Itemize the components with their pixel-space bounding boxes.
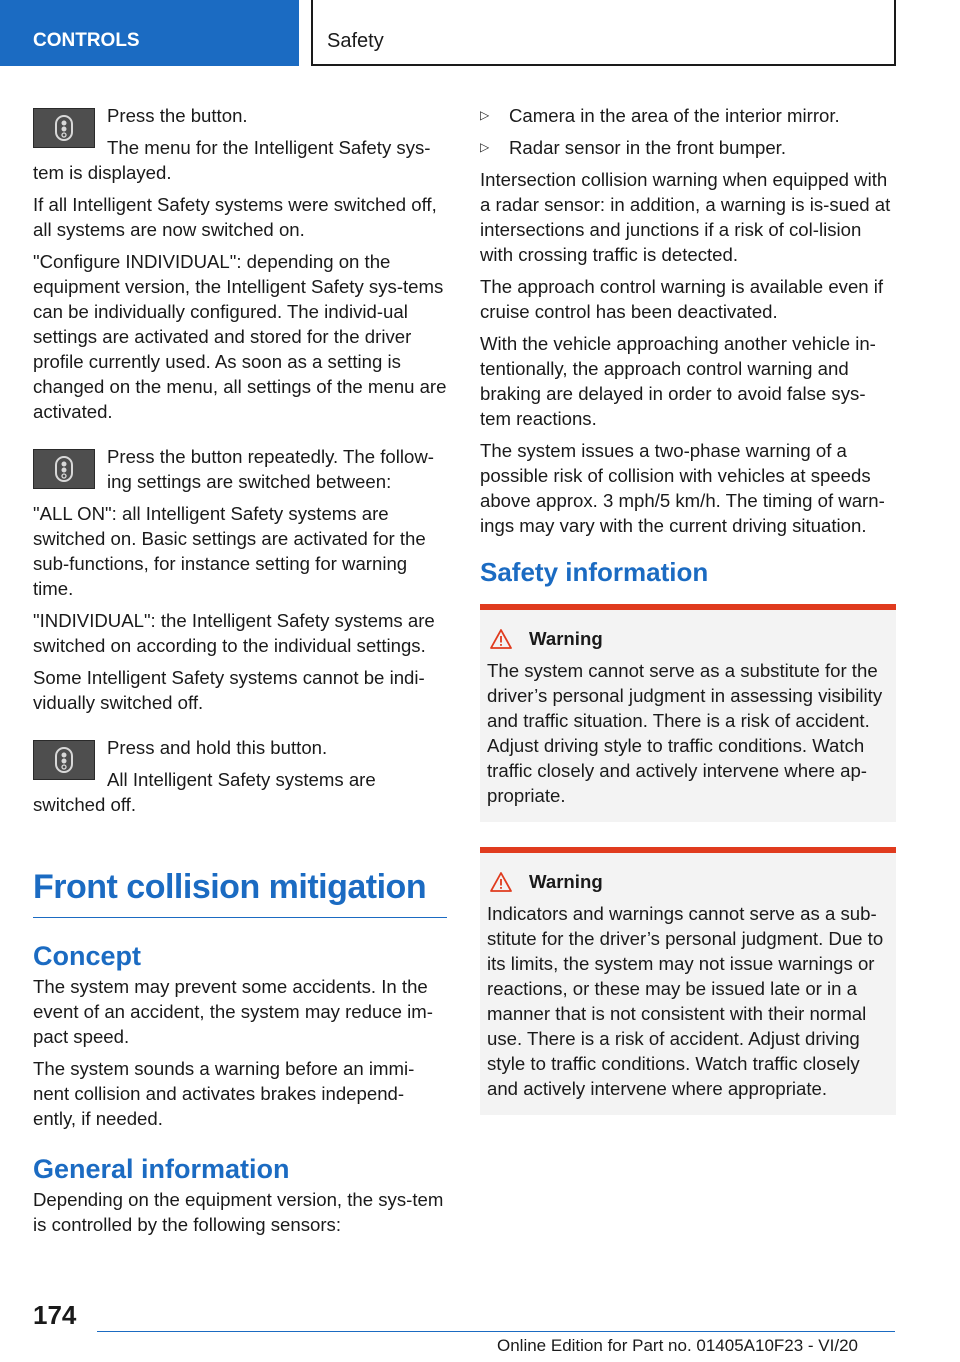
paragraph: "ALL ON": all Intelligent Safety systems are switched on. Basic settings are activated for the sub-functions, for instance setting for warning time. <box>33 503 426 599</box>
warning-header <box>490 626 889 651</box>
paragraph: With the vehicle approaching another vehicle in-tentionally, the approach control warning and braking are delayed in order to avoid false sys-tem reactions. <box>480 333 876 429</box>
text: All Intelligent Safety systems are <box>107 769 376 790</box>
paragraph: Intersection collision warning when equipped with a radar sensor: in addition, a warning is is-sued at intersections and junctions if a risk of col-lision with crossing traffic is detected. <box>480 169 891 265</box>
warning-title: Warning <box>529 628 603 649</box>
safety-information-heading: Safety information <box>480 557 709 587</box>
list-item-text: Camera in the area of the interior mirror. <box>509 105 840 126</box>
paragraph: Some Intelligent Safety systems cannot be indi-vidually switched off. <box>33 667 425 713</box>
text: The menu for the Intelligent Safety sys- <box>107 137 431 158</box>
paragraph: The approach control warning is available even if cruise control has been deactivated. <box>480 276 884 322</box>
button-instruction-2 <box>33 444 447 494</box>
triangle-bullet-icon: ▷ <box>480 140 490 154</box>
warning-text: Indicators and warnings cannot serve as a sub-stitute for the driver’s personal judgment. Due to its limits, the system may not issue warnings or reactions, or these may be issued late or in a manner that is not consistent with their normal use. There is a risk of accident. Adjust driving style to traffic conditions. Watch traffic closely and actively intervene where appropriate. <box>487 903 884 1099</box>
paragraph: The system sounds a warning before an immi-nent collision and activates brakes independ-ently, if needed. <box>33 1058 415 1129</box>
warning-box <box>480 604 896 822</box>
paragraph: "INDIVIDUAL": the Intelligent Safety systems are switched on according to the individual settings. <box>33 610 435 656</box>
list-item <box>480 103 896 128</box>
warning-title: Warning <box>529 871 603 892</box>
button-instruction-3 <box>33 735 447 792</box>
text: switched off. <box>33 794 137 815</box>
page-number: 174 <box>33 1300 77 1330</box>
paragraph: If all Intelligent Safety systems were switched off, all systems are now switched on. <box>33 194 437 240</box>
concept-heading: Concept <box>33 941 141 971</box>
text: Press the button repeatedly. The follow-ing settings are switched between: <box>107 446 434 492</box>
safety-button-icon <box>33 449 95 489</box>
triangle-bullet-icon: ▷ <box>480 108 490 122</box>
list-item-text: Radar sensor in the front bumper. <box>509 137 786 158</box>
button-instruction-1 <box>33 103 447 160</box>
general-information-heading: General information <box>33 1154 290 1184</box>
sensor-list <box>480 103 896 160</box>
warning-header <box>490 869 889 894</box>
text: Press the button. <box>107 105 248 126</box>
list-item <box>480 135 896 160</box>
section-tab: CONTROLS <box>0 0 299 66</box>
paragraph: The system issues a two-phase warning of a possible risk of collision with vehicles at speeds above approx. 3 mph/5 km/h. The timing of warn-ings may vary with the current driving situation. <box>480 440 885 536</box>
section-heading: Front collision mitigation <box>33 867 447 918</box>
text: Press and hold this button. <box>107 737 328 758</box>
right-column <box>480 103 896 1128</box>
paragraph: "Configure INDIVIDUAL": depending on the equipment version, the Intelligent Safety sys-tems can be individually configured. The individ-ual settings are activated and stored for the driver profile currently used. As soon as a setting is changed on the menu, all settings of the menu are activated. <box>33 251 447 422</box>
page-header-title: Safety <box>311 0 896 66</box>
warning-text: The system cannot serve as a substitute for the driver’s personal judgment in assessing visibility and traffic situation. There is a risk of accident. Adjust driving style to traffic conditions. Watch traffic closely and actively intervene where ap-propriate. <box>487 660 883 806</box>
warning-box <box>480 847 896 1115</box>
warning-triangle-icon <box>490 629 512 649</box>
safety-button-icon <box>33 740 95 780</box>
paragraph: Depending on the equipment version, the sys-tem is controlled by the following sensors: <box>33 1189 444 1235</box>
left-column <box>33 103 447 1244</box>
edition-footer: Online Edition for Part no. 01405A10F23 - VI/20 <box>497 1336 859 1355</box>
warning-triangle-icon <box>490 872 512 892</box>
text: tem is displayed. <box>33 162 172 183</box>
paragraph: The system may prevent some accidents. In the event of an accident, the system may reduce im-pact speed. <box>33 976 433 1047</box>
footer-divider <box>97 1331 895 1332</box>
safety-button-icon <box>33 108 95 148</box>
